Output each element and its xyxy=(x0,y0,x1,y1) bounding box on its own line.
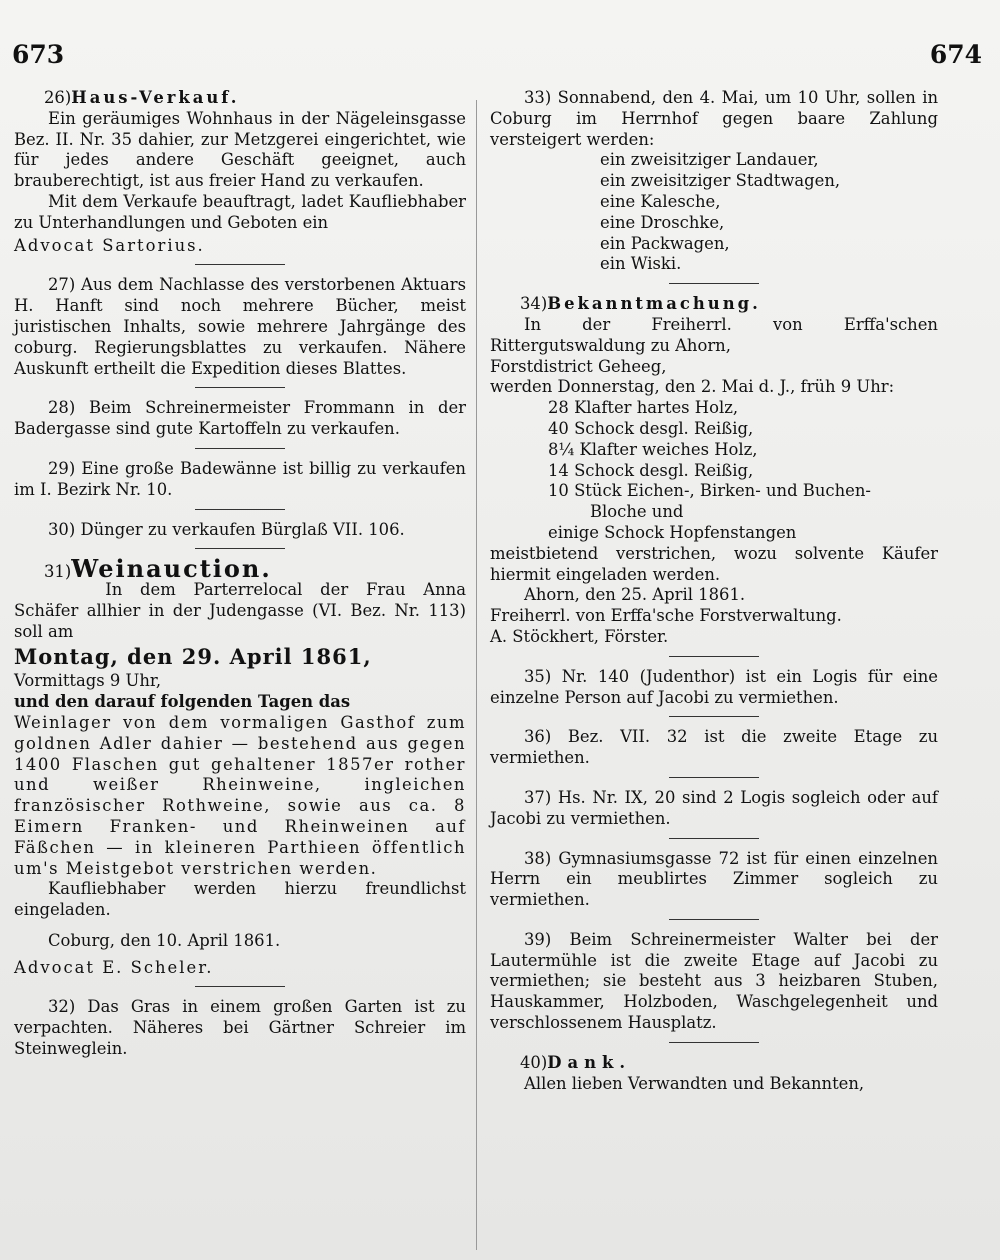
ad-33 xyxy=(490,88,938,275)
wood-item: 28 Klafter hartes Holz, xyxy=(548,398,739,418)
ad-text: 36) Bez. VII. 32 ist die zweite Etage zu vermiethen. xyxy=(490,727,938,768)
separator-rule xyxy=(195,986,285,987)
separator-rule xyxy=(195,548,285,549)
ad-text: 28) Beim Schreinermeister Frommann in der Badergasse sind gute Kartoffeln zu verkaufen. xyxy=(14,398,466,439)
right-column xyxy=(490,88,938,1100)
ad-31 xyxy=(14,554,466,978)
ad-29 xyxy=(14,459,466,501)
separator-rule xyxy=(669,716,759,717)
ad-signature: A. Stöckhert, Förster. xyxy=(490,626,669,646)
ad-title: Bekanntmachung. xyxy=(547,294,761,314)
ad-text: 32) Das Gras in einem großen Garten ist zu verpachten. Näheres bei Gärtner Schreier im Steinweglein. xyxy=(14,997,466,1059)
list-item: ein Packwagen, xyxy=(600,233,730,253)
ad-signature: Advocat Sartorius. xyxy=(14,235,205,255)
place-date: Coburg, den 10. April 1861. xyxy=(48,930,281,950)
page-number-right: 674 xyxy=(929,40,982,69)
ad-38 xyxy=(490,849,938,911)
ad-paragraph-2: Weinlager von dem vormaligen Gasthof zum goldnen Adler dahier — bestehend aus gegen 1400 Flaschen gut gehaltener 1857er rother und weißer Rheinweine, ingleichen französischer Rothweine, sowie aus ca. 8 Eimern Franken- und Rheinweinen auf Fäßchen — in kleineren Parthieen öffentlich um's Meistgebot verstrichen werden. xyxy=(14,712,466,878)
ad-text: 27) Aus dem Nachlasse des verstorbenen Aktuars H. Hanft sind noch mehrere Bücher, meist juristischen Inhalts, sowie mehrere Jahrgänge des coburg. Regierungsblattes zu verkaufen. Nähere Auskunft ertheilt die Expedition dieses Blattes. xyxy=(14,275,466,378)
ad-text: 38) Gymnasiumsgasse 72 ist für einen einzelnen Herrn ein meublirtes Zimmer sogleich zu vermiethen. xyxy=(490,848,938,910)
ad-title: Haus-Verkauf. xyxy=(71,88,240,107)
wood-item: 40 Schock desgl. Reißig, xyxy=(548,418,754,438)
separator-rule xyxy=(669,777,759,778)
ad-32 xyxy=(14,997,466,1059)
ad-28 xyxy=(14,398,466,440)
ad-40 xyxy=(490,1053,938,1095)
ad-36 xyxy=(490,727,938,769)
ad-number: 26) xyxy=(44,88,72,107)
wood-item: 14 Schock desgl. Reißig, xyxy=(548,460,754,480)
ad-number: 40) xyxy=(520,1052,548,1072)
forest-district: Forstdistrict Geheeg, xyxy=(490,356,667,376)
separator-rule xyxy=(669,919,759,920)
ad-35 xyxy=(490,667,938,709)
ad-text: 37) Hs. Nr. IX, 20 sind 2 Logis sogleich oder auf Jacobi zu vermiethen. xyxy=(490,787,938,828)
place-date: Ahorn, den 25. April 1861. xyxy=(524,585,746,605)
list-item: eine Kalesche, xyxy=(600,191,721,211)
separator-rule xyxy=(195,448,285,449)
ad-title: Dank. xyxy=(547,1052,632,1072)
list-item: ein Wiski. xyxy=(600,254,682,274)
separator-rule xyxy=(669,1042,759,1043)
wood-item: 8¼ Klafter weiches Holz, xyxy=(548,439,758,459)
ad-text: 39) Beim Schreinermeister Walter bei der Lautermühle ist die zweite Etage auf Jacobi zu vermiethen; sie besteht aus 3 heizbaren Stuben, Hauskammer, Holzboden, Waschgelegenheit und verschlossenem Hausplatz. xyxy=(490,929,938,1033)
ad-text: 29) Eine große Badewänne ist billig zu verkaufen im I. Bezirk Nr. 10. xyxy=(14,458,466,499)
ad-paragraph-3: Kaufliebhaber werden hierzu freundlichst eingeladen. xyxy=(14,879,466,920)
ad-paragraph-1: In der Freiherrl. von Erffa'schen Rittergutswaldung zu Ahorn, xyxy=(490,314,938,355)
ad-text: Allen lieben Verwandten und Bekannten, xyxy=(524,1073,865,1093)
ad-text: 33) Sonnabend, den 4. Mai, um 10 Uhr, sollen in Coburg im Herrnhof gegen baare Zahlung versteigert werden: xyxy=(490,88,938,149)
ad-34 xyxy=(490,294,938,648)
list-item: ein zweisitziger Stadtwagen, xyxy=(600,171,841,191)
auction-following-days: und den darauf folgenden Tagen das xyxy=(14,692,351,712)
wood-item: einige Schock Hopfenstangen xyxy=(548,522,797,542)
list-item: eine Droschke, xyxy=(600,212,725,232)
ad-body: Ein geräumiges Wohnhaus in der Nägeleinsgasse Bez. II. Nr. 35 dahier, zur Metzgerei eingerichtet, wie für jedes andere Geschäft geeignet, auch brauberechtigt, ist aus freier Hand zu verkaufen. xyxy=(14,108,466,191)
auction-date: Montag, den 29. April 1861, xyxy=(14,643,372,669)
ad-number: 34) xyxy=(520,294,548,314)
separator-rule xyxy=(669,838,759,839)
ad-27 xyxy=(14,275,466,379)
auction-time: Vormittags 9 Uhr, xyxy=(14,671,162,691)
ad-39 xyxy=(490,930,938,1034)
separator-rule xyxy=(195,509,285,510)
ad-30 xyxy=(14,520,466,541)
ad-number: 31) xyxy=(44,562,72,582)
separator-rule xyxy=(669,283,759,284)
ad-body-2: Mit dem Verkaufe beauftragt, ladet Kaufliebhaber zu Unterhandlungen und Geboten ein xyxy=(14,191,466,232)
ad-title: Weinauction. xyxy=(71,554,272,584)
separator-rule xyxy=(669,656,759,657)
wood-item: 10 Stück Eichen-, Birken- und Buchen- xyxy=(548,481,871,501)
ad-paragraph-2: werden Donnerstag, den 2. Mai d. J., früh 9 Uhr: xyxy=(490,377,895,397)
list-item: ein zweisitziger Landauer, xyxy=(600,150,819,170)
organisation: Freiherrl. von Erffa'sche Forstverwaltung. xyxy=(490,606,842,626)
separator-rule xyxy=(195,264,285,265)
ad-text: 35) Nr. 140 (Judenthor) ist ein Logis für eine einzelne Person auf Jacobi zu vermiethen. xyxy=(490,666,938,707)
column-divider xyxy=(476,100,477,1250)
ad-signature: Advocat E. Scheler. xyxy=(14,957,214,977)
wood-item-continued: Bloche und xyxy=(590,502,684,522)
left-column xyxy=(14,88,466,1066)
ad-26 xyxy=(14,88,466,256)
ad-37 xyxy=(490,788,938,830)
separator-rule xyxy=(195,387,285,388)
ad-text: 30) Dünger zu verkaufen Bürglaß VII. 106. xyxy=(48,519,405,539)
ad-paragraph-3: meistbietend verstrichen, wozu solvente Käufer hiermit eingeladen werden. xyxy=(490,543,938,584)
ad-paragraph-1: In dem Parterrelocal der Frau Anna Schäfer allhier in der Judengasse (VI. Bez. Nr. 113) soll am xyxy=(14,580,466,641)
page-number-left: 673 xyxy=(12,40,65,69)
